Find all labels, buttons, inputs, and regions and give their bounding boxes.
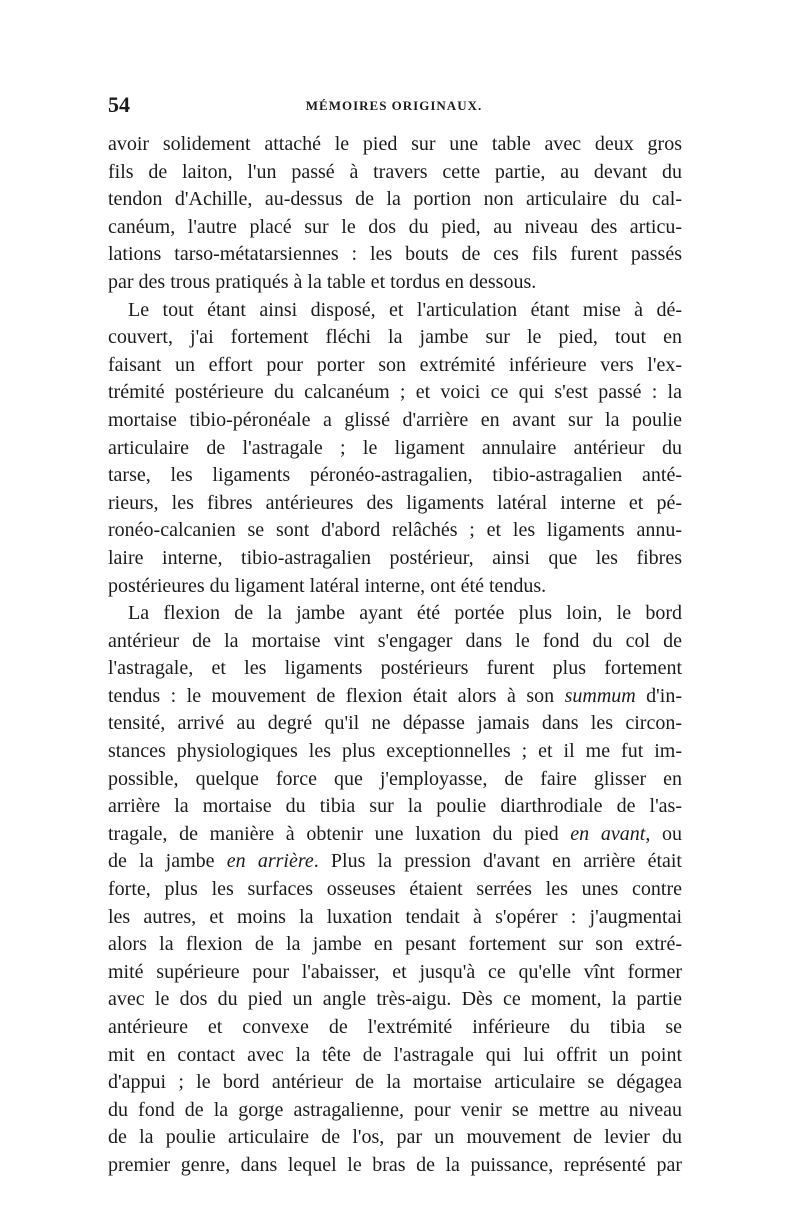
text-line: antérieur de la mortaise vint s'engager dans le fond du col de <box>108 629 682 652</box>
body-text <box>108 131 682 1180</box>
text-line: alors la flexion de la jambe en pesant fortement sur son extré- <box>108 933 682 956</box>
text-line: couvert, j'ai fortement fléchi la jambe sur le pied, tout en <box>108 326 682 349</box>
text-line: tarse, les ligaments péronéo-astragalien, tibio-astragalien anté- <box>108 464 682 487</box>
text-fragment: tendus : le mouvement de flexion était alors à son <box>108 684 565 707</box>
page-header <box>108 90 680 120</box>
text-line: tensité, arrivé au degré qu'il ne dépasse jamais dans les circon- <box>108 712 682 735</box>
text-line <box>108 683 682 711</box>
text-line: stances physiologiques les plus exceptionnelles ; et il me fut im- <box>108 740 682 763</box>
text-line: postérieures du ligament latéral interne, ont été tendus. <box>108 574 547 597</box>
running-head: MÉMOIRES ORIGINAUX. <box>305 98 483 113</box>
text-line: arrière la mortaise du tibia sur la poulie diarthrodiale de l'as- <box>108 795 682 818</box>
text-line: avoir solidement attaché le pied sur une table avec deux gros <box>108 133 682 155</box>
text-line: antérieure et convexe de l'extrémité inférieure du tibia se <box>108 1016 682 1038</box>
text-fragment: , ou <box>645 822 682 845</box>
text-line: mité supérieure pour l'abaisser, et jusqu'à ce qu'elle vînt former <box>108 960 682 983</box>
text-line: les autres, et moins la luxation tendait à s'opérer : j'augmentai <box>108 905 682 928</box>
text-line: faisant un effort pour porter son extrémité inférieure vers l'ex- <box>108 353 682 376</box>
text-line: mortaise tibio-péronéale a glissé d'arrière en avant sur la poulie <box>108 408 682 431</box>
text-line: ronéo-calcanien se sont d'abord relâchés ; et les ligaments annu- <box>108 519 682 542</box>
page-number: 54 <box>108 92 130 117</box>
italic-term: en arrière <box>226 850 314 873</box>
text-line: Le tout étant ainsi disposé, et l'articulation étant mise à dé- <box>128 298 682 321</box>
text-line: avec le dos du pied un angle très-aigu. Dès ce moment, la partie <box>108 988 682 1011</box>
text-line: l'astragale, et les ligaments postérieurs furent plus fortement <box>108 657 682 680</box>
text-line: par des trous pratiqués à la table et tordus en dessous. <box>108 270 537 293</box>
text-line: mit en contact avec la tête de l'astragale qui lui offrit un point <box>108 1043 682 1066</box>
text-line <box>108 848 682 876</box>
text-line: tendon d'Achille, au-dessus de la portion non articulaire du cal- <box>108 188 682 211</box>
text-line: du fond de la gorge astragalienne, pour venir se mettre au niveau <box>108 1098 682 1121</box>
text-line: rieurs, les fibres antérieures des ligaments latéral interne et pé- <box>108 491 682 514</box>
italic-term: summum <box>564 684 636 707</box>
text-line <box>108 821 682 849</box>
text-line: premier genre, dans lequel le bras de la puissance, représenté par <box>108 1153 682 1176</box>
text-line: lations tarso-métatarsiennes : les bouts de ces fils furent passés <box>108 243 682 266</box>
text-line: de la poulie articulaire de l'os, par un mouvement de levier du <box>108 1126 682 1149</box>
text-line: laire interne, tibio-astragalien postérieur, ainsi que les fibres <box>108 546 682 569</box>
text-line: articulaire de l'astragale ; le ligament annulaire antérieur du <box>108 436 682 459</box>
text-fragment: d'in- <box>635 684 682 707</box>
text-line: fils de laiton, l'un passé à travers cette partie, au devant du <box>108 160 682 183</box>
text-line: forte, plus les surfaces osseuses étaient serrées les unes contre <box>108 878 682 901</box>
text-line: d'appui ; le bord antérieur de la mortaise articulaire se dégagea <box>108 1071 682 1094</box>
italic-term: en avant <box>570 822 646 845</box>
text-line: La flexion de la jambe ayant été portée plus loin, le bord <box>128 602 682 625</box>
text-line: possible, quelque force que j'employasse, de faire glisser en <box>108 767 682 790</box>
text-fragment: de la jambe <box>108 850 227 873</box>
text-line: trémité postérieure du calcanéum ; et voici ce qui s'est passé : la <box>108 381 682 404</box>
text-fragment: . Plus la pression d'avant en arrière était <box>313 850 682 873</box>
text-line: canéum, l'autre placé sur le dos du pied, au niveau des articu- <box>108 215 682 238</box>
text-fragment: tragale, de manière à obtenir une luxation du pied <box>108 822 571 845</box>
